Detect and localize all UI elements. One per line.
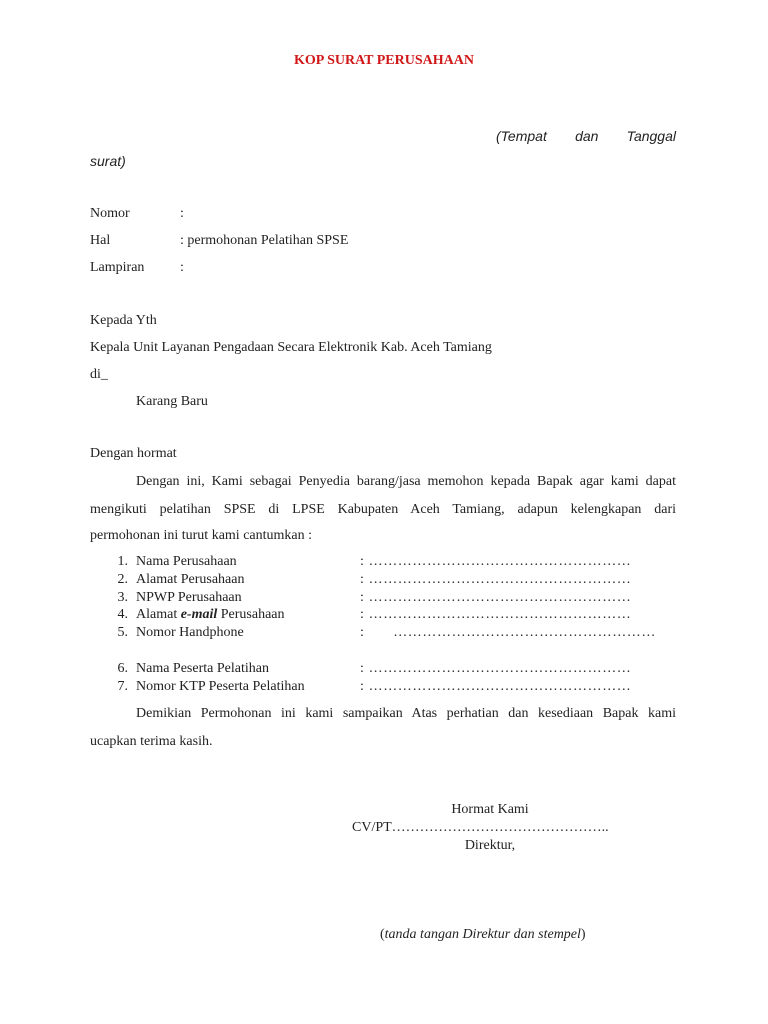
signature-note	[380, 927, 586, 943]
list-item-field: : ………………………………………………	[360, 572, 632, 587]
list-item-label: Nomor Handphone	[136, 625, 244, 640]
place-date-word: Tanggal	[626, 128, 676, 144]
list-item-label: NPWP Perusahaan	[136, 590, 242, 605]
list-item-number: 5.	[117, 625, 128, 640]
list-item-number: 7.	[117, 679, 128, 694]
intro-line-1: Dengan ini, Kami sebagai Penyedia barang/jasa memohon kepada Bapak agar kami dapat	[136, 474, 676, 489]
signature-regards: Hormat Kami	[451, 802, 529, 817]
recipient-city: Karang Baru	[136, 394, 208, 409]
intro-line-2: mengikuti pelatihan SPSE di LPSE Kabupaten Aceh Tamiang, adapun kelengkapan dari	[90, 502, 676, 517]
list-item-number: 4.	[117, 607, 128, 622]
signature-note-open: (	[380, 927, 385, 942]
nomor-label: Nomor	[90, 206, 130, 221]
signature-company: CV/PT………………………………………..	[352, 820, 609, 835]
list-item-field: : ………………………………………………	[360, 625, 656, 640]
place-date-line	[496, 128, 676, 144]
list-item-number: 1.	[117, 554, 128, 569]
signature-note-close: )	[580, 927, 586, 942]
list-item-number: 6.	[117, 661, 128, 676]
signature-position: Direktur,	[464, 838, 516, 853]
list-item-label: Nama Peserta Pelatihan	[136, 661, 269, 676]
list-item-label	[136, 607, 285, 623]
list-item-label-email: e-mail	[180, 607, 218, 622]
signature-note-text: tanda tangan Direktur dan stempel	[384, 927, 581, 942]
nomor-value: :	[180, 206, 184, 221]
place-date-word: (Tempat	[496, 128, 547, 144]
list-item-field: : ………………………………………………	[360, 590, 632, 605]
list-item-label: Nama Perusahaan	[136, 554, 237, 569]
recipient-greeting: Kepada Yth	[90, 313, 157, 328]
list-item-field: : ………………………………………………	[360, 607, 632, 622]
place-date-word: dan	[575, 128, 599, 144]
recipient-at: di_	[90, 367, 108, 382]
closing-line-2: ucapkan terima kasih.	[90, 734, 213, 749]
list-item-number: 3.	[117, 590, 128, 605]
list-item-field: : ………………………………………………	[360, 661, 632, 676]
list-item-label: Alamat Perusahaan	[136, 572, 245, 587]
list-item-number: 2.	[117, 572, 128, 587]
hal-value: : permohonan Pelatihan SPSE	[180, 233, 349, 248]
letterhead-title: KOP SURAT PERUSAHAAN	[294, 53, 474, 68]
hal-label: Hal	[90, 233, 111, 248]
list-item-label-post: Perusahaan	[217, 607, 285, 622]
list-item-field: : ………………………………………………	[360, 679, 632, 694]
place-date-continuation: surat)	[90, 153, 126, 169]
lampiran-label: Lampiran	[90, 260, 145, 275]
recipient-name: Kepala Unit Layanan Pengadaan Secara Elektronik Kab. Aceh Tamiang	[90, 340, 492, 355]
closing-line-1: Demikian Permohonan ini kami sampaikan Atas perhatian dan kesediaan Bapak kami	[136, 706, 676, 721]
list-item-field: : ………………………………………………	[360, 554, 632, 569]
list-item-label-pre: Alamat	[136, 607, 181, 622]
salutation: Dengan hormat	[90, 446, 177, 461]
intro-line-3: permohonan ini turut kami cantumkan :	[90, 528, 313, 543]
list-item-label: Nomor KTP Peserta Pelatihan	[136, 679, 305, 694]
lampiran-value: :	[180, 260, 184, 275]
